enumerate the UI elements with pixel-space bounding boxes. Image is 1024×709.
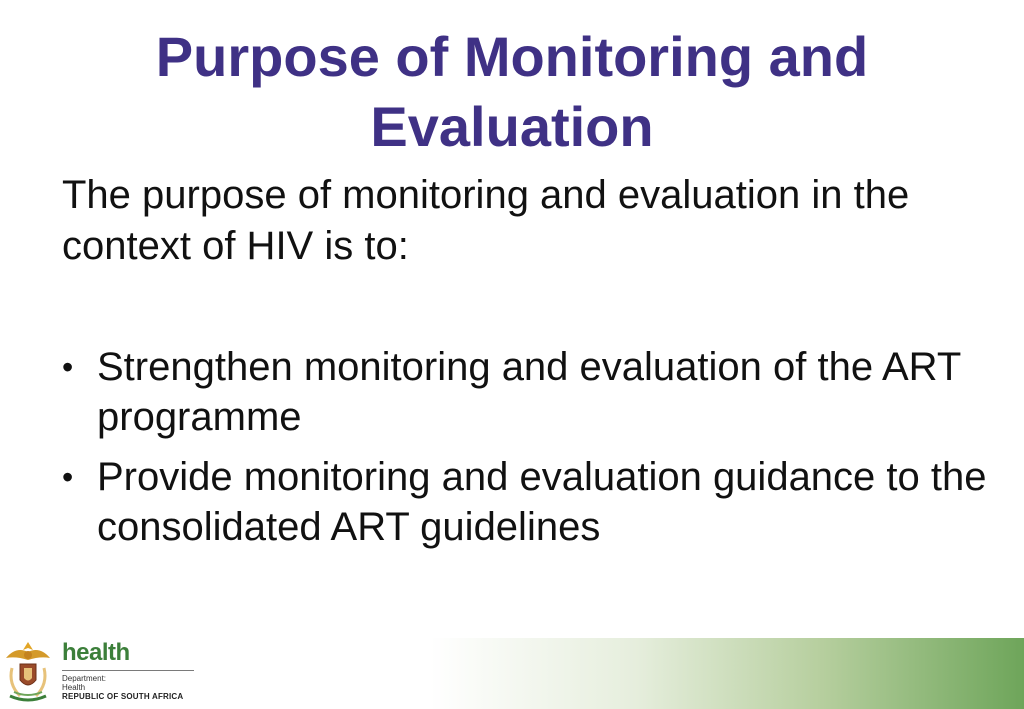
bullet-item-1 <box>62 342 1002 442</box>
bullet-text-1: Strengthen monitoring and evaluation of the ART programme <box>97 345 961 439</box>
logo-department-label: Department: <box>62 674 107 683</box>
bullet-text-2: Provide monitoring and evaluation guidance to the consolidated ART guidelines <box>97 455 987 549</box>
bullet-dot-icon: • <box>62 459 74 495</box>
bullet-list <box>62 342 1002 562</box>
bullet-item-2 <box>62 452 1002 552</box>
intro-text: The purpose of monitoring and evaluation in the context of HIV is to: <box>62 173 910 268</box>
slide-title-line-1: Purpose of Monitoring and <box>155 25 869 88</box>
department-of-health-logo <box>0 632 210 709</box>
slide-title-line-2: Evaluation <box>370 95 654 158</box>
logo-health-word: health <box>62 639 130 666</box>
logo-health-label: Health <box>62 683 86 692</box>
logo-country-label: REPUBLIC OF SOUTH AFRICA <box>62 692 184 701</box>
slide-title <box>0 22 1024 162</box>
logo-divider <box>62 670 194 671</box>
coat-of-arms-icon <box>0 638 56 704</box>
bullet-dot-icon: • <box>62 349 74 385</box>
